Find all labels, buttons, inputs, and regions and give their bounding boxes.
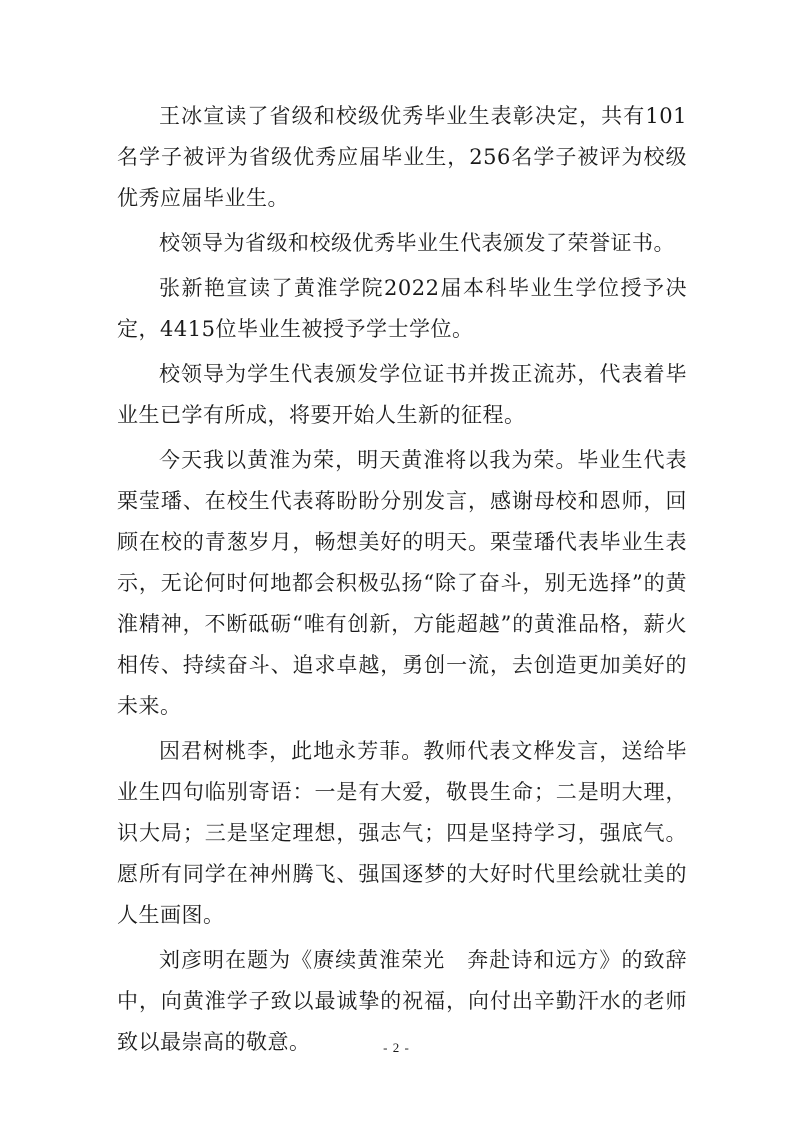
paragraph-student-speeches: 今天我以黄淮为荣，明天黄淮将以我为荣。毕业生代表栗莹璠、在校生代表蒋盼盼分别发言，感谢母校和恩师，回顾在校的青葱岁月，畅想美好的明天。栗莹璠代表毕业生表示，无论何时何地都会积极弘扬“除了奋斗，别无选择”的黄淮精神，不断砥砺“唯有创新，方能超越”的黄淮品格，薪火相传、持续奋斗、追求卓越，勇创一流，去创造更加美好的未来。 [117, 448, 687, 718]
page-number: - 2 - [383, 1040, 410, 1055]
paragraph-degree-decision: 张新艳宣读了黄淮学院2022届本科毕业生学位授予决定，4415位毕业生被授予学士学位。 [117, 276, 687, 341]
paragraph-honors-announcement: 王冰宣读了省级和校级优秀毕业生表彰决定，共有101名学子被评为省级优秀应届毕业生，256名学子被评为校级优秀应届毕业生。 [117, 104, 687, 210]
paragraph-president-address: 刘彦明在题为《赓续黄淮荣光 奔赴诗和远方》的致辞中，向黄淮学子致以最诚挚的祝福，向付出辛勤汗水的老师致以最崇高的敬意。 [117, 948, 687, 1054]
paragraph-teacher-speech: 因君树桃李，此地永芳菲。教师代表文桦发言，送给毕业生四句临别寄语：一是有大爱，敬畏生命；二是明大理，识大局；三是坚定理想，强志气；四是坚持学习，强底气。愿所有同学在神州腾飞、强国逐梦的大好时代里绘就壮美的人生画图。 [117, 739, 687, 927]
paragraph-certificates: 校领导为省级和校级优秀毕业生代表颁发了荣誉证书。 [159, 231, 675, 255]
body-text [117, 96, 687, 1067]
paragraph-tassel-ceremony: 校领导为学生代表颁发学位证书并拨正流苏，代表着毕业生已学有所成，将要开始人生新的征程。 [117, 362, 687, 427]
